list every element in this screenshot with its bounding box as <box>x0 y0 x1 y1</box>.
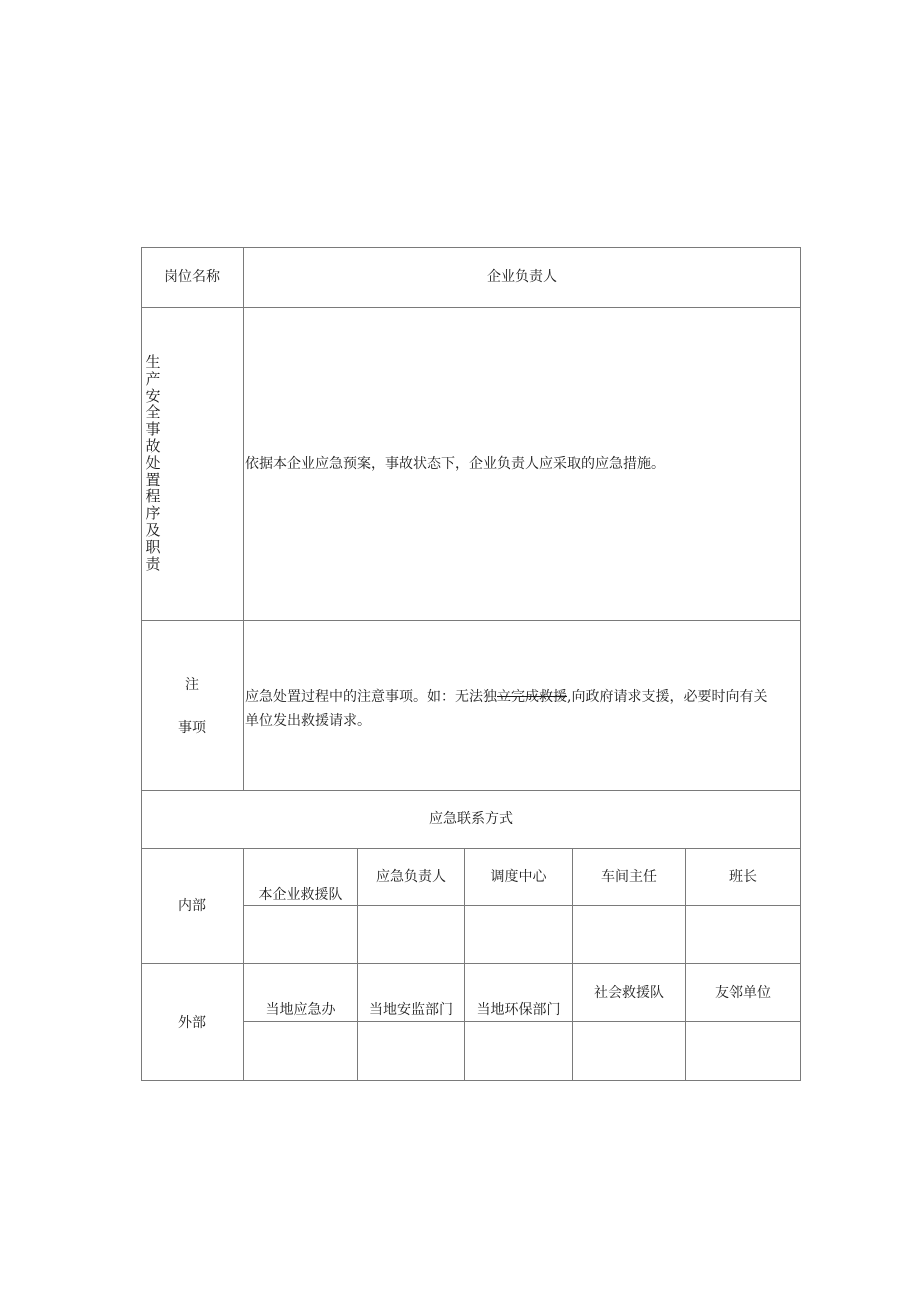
row-line-6 <box>141 963 801 964</box>
duty-label-char: 生 <box>145 353 161 371</box>
duty-label-vertical <box>143 354 163 572</box>
row-line-5 <box>243 905 801 906</box>
row-line-2 <box>141 620 801 621</box>
duty-label-char: 责 <box>145 554 161 573</box>
border-left <box>141 247 142 1081</box>
duty-label-char: 及 <box>145 520 161 539</box>
external-col-local-emergency-office: 当地应急办 <box>265 1002 336 1018</box>
duty-label-char: 事 <box>145 420 161 439</box>
post-name-label: 岗位名称 <box>164 269 220 285</box>
notes-label-line1: 注 <box>185 677 199 693</box>
row-line-7 <box>243 1021 801 1022</box>
notes-text-line1 <box>245 688 767 706</box>
border-bottom <box>141 1080 801 1081</box>
notes-label-line2: 事项 <box>178 720 206 736</box>
label-column-divider <box>243 247 244 790</box>
external-label: 外部 <box>178 1015 206 1031</box>
duty-label-char: 职 <box>145 537 161 556</box>
internal-col-team-leader: 班长 <box>729 869 757 885</box>
contact-divider-0 <box>243 848 244 1081</box>
notes-text-part-a: 应急处置过程中的注意事项。如：无法独 <box>245 689 497 705</box>
contact-header: 应急联系方式 <box>429 811 513 827</box>
external-col-env-dept: 当地环保部门 <box>476 1002 561 1018</box>
external-col-neighbor-units: 友邻单位 <box>715 985 771 1001</box>
duty-label-char: 置 <box>145 470 161 489</box>
internal-label: 内部 <box>178 898 206 914</box>
row-line-1 <box>141 307 801 308</box>
emergency-card-table <box>141 247 801 1081</box>
internal-col-workshop-head: 车间主任 <box>601 869 657 885</box>
internal-col-emergency-lead: 应急负责人 <box>376 869 446 885</box>
row-line-3 <box>141 790 801 791</box>
duty-label-char: 安 <box>145 386 161 405</box>
notes-text-part-b: ,向政府请求支援，必要时向有关 <box>567 689 768 705</box>
duty-label-char: 全 <box>145 403 161 422</box>
notes-text-struck: 立完成救援 <box>497 689 567 705</box>
border-right <box>800 247 801 1081</box>
duty-text: 依据本企业应急预案，事故状态下，企业负责人应采取的应急措施。 <box>245 456 665 472</box>
external-col-social-rescue: 社会救援队 <box>594 985 664 1001</box>
post-name-value: 企业负责人 <box>487 269 557 285</box>
notes-text-line2: 单位发出救援请求。 <box>245 713 371 729</box>
internal-col-dispatch: 调度中心 <box>490 869 547 885</box>
duty-label-char: 故 <box>145 436 161 455</box>
row-line-4 <box>141 848 801 849</box>
duty-label-char: 处 <box>145 453 161 472</box>
duty-label-char: 产 <box>145 369 161 388</box>
border-top <box>141 247 801 248</box>
duty-label-char: 序 <box>145 504 161 523</box>
external-col-safety-dept: 当地安监部门 <box>369 1002 453 1018</box>
internal-col-rescue-team: 本企业救援队 <box>258 887 343 903</box>
duty-label-char: 程 <box>145 487 161 506</box>
